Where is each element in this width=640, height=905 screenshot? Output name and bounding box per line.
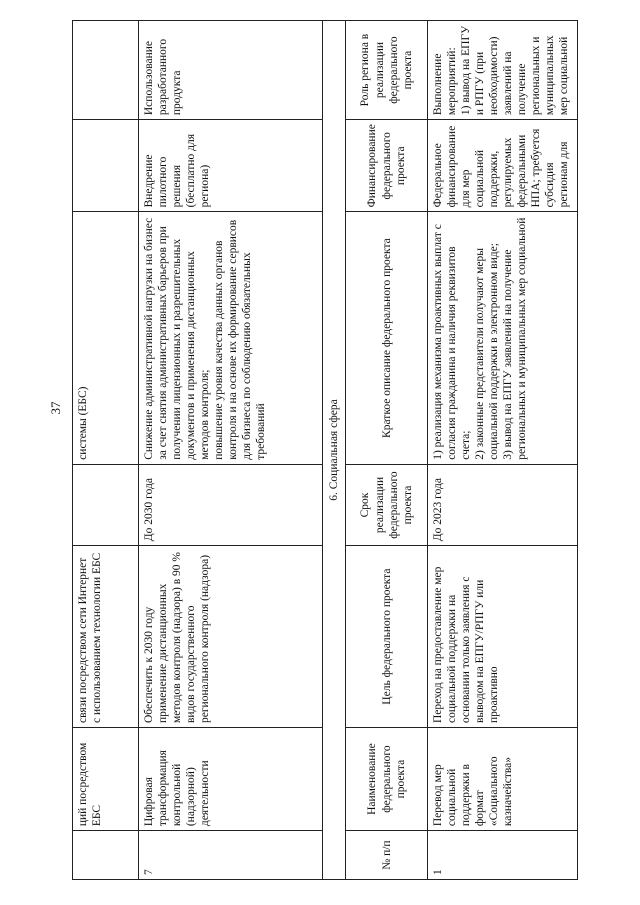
cell-term: До 2030 года [139, 464, 323, 545]
header-row [346, 21, 428, 880]
section-title: 6. Социальная сфера [323, 21, 346, 880]
header-name: Наименование федерального проекта [346, 728, 428, 831]
cell-goal: связи посредством сети Интернет с использованием технологии ЕБС [73, 546, 139, 728]
header-financing: Финансирование федерального проекта [346, 120, 428, 212]
cell-num: 1 [428, 831, 578, 880]
header-goal: Цель федерального проекта [346, 546, 428, 728]
table-row [428, 21, 578, 880]
header-description: Краткое описание федерального проекта [346, 212, 428, 464]
cell-term [73, 464, 139, 545]
cell-name: ций посредством ЕБС [73, 728, 139, 831]
cell-role [73, 21, 139, 120]
cell-role: Выполнение мероприятий: 1) вывод на ЕПГУ и РПГУ (при необходимости) заявлений на получение региональных и муниципальных мер социальной [428, 21, 578, 120]
cell-description: Снижение административной нагрузки на бизнес за счет снятия административных барьеров при получении лицензионных и разрешительных документов и применения дистанционных методов контроля; повышение уровня качества данных органов контроля и на основе их формирование сервисов для бизнеса по соблюдению обязательных требований [139, 212, 323, 464]
projects-table [72, 20, 578, 880]
cell-num [73, 831, 139, 880]
cell-financing: Внедрение пилотного решения (бесплатно для региона) [139, 120, 323, 212]
rotated-table-container [72, 20, 592, 880]
cell-num: 7 [139, 831, 323, 880]
header-role: Роль региона в реализации федерального проекта [346, 21, 428, 120]
cell-name: Перевод мер социальной поддержки в формат «Социального казначейства» [428, 728, 578, 831]
cell-goal: Обеспечить к 2030 году применение дистанционных методов контроля (надзора) в 90 % видов государственного регионального контроля (надзора) [139, 546, 323, 728]
cell-financing [73, 120, 139, 212]
header-num: № п/п [346, 831, 428, 880]
cell-name: Цифровая трансформация контрольной (надзорной) деятельности [139, 728, 323, 831]
cell-role: Использование разработанного продукта [139, 21, 323, 120]
header-term: Срок реализации федерального проекта [346, 464, 428, 545]
cell-financing: Федеральное финансирование для мер социальной поддержки, регулируемых федеральными НПА; требуется субсидия регионам для [428, 120, 578, 212]
cell-goal: Переход на предоставление мер социальной поддержки на основании только заявления с выводом на ЕПГУ/РПГУ или проактивно [428, 546, 578, 728]
cell-term: До 2023 года [428, 464, 578, 545]
section-row [323, 21, 346, 880]
page-number: 37 [48, 401, 63, 415]
table-row [139, 21, 323, 880]
table-row [73, 21, 139, 880]
cell-description: системы (ЕБС) [73, 212, 139, 464]
cell-description: 1) реализация механизма проактивных выплат с согласия гражданина и наличия реквизитов счета; 2) законные представители получают меры социальной поддержки в электронном виде; 3) вывод на ЕПГУ заявлений на получение региональных и муниципальных мер социальной [428, 212, 578, 464]
